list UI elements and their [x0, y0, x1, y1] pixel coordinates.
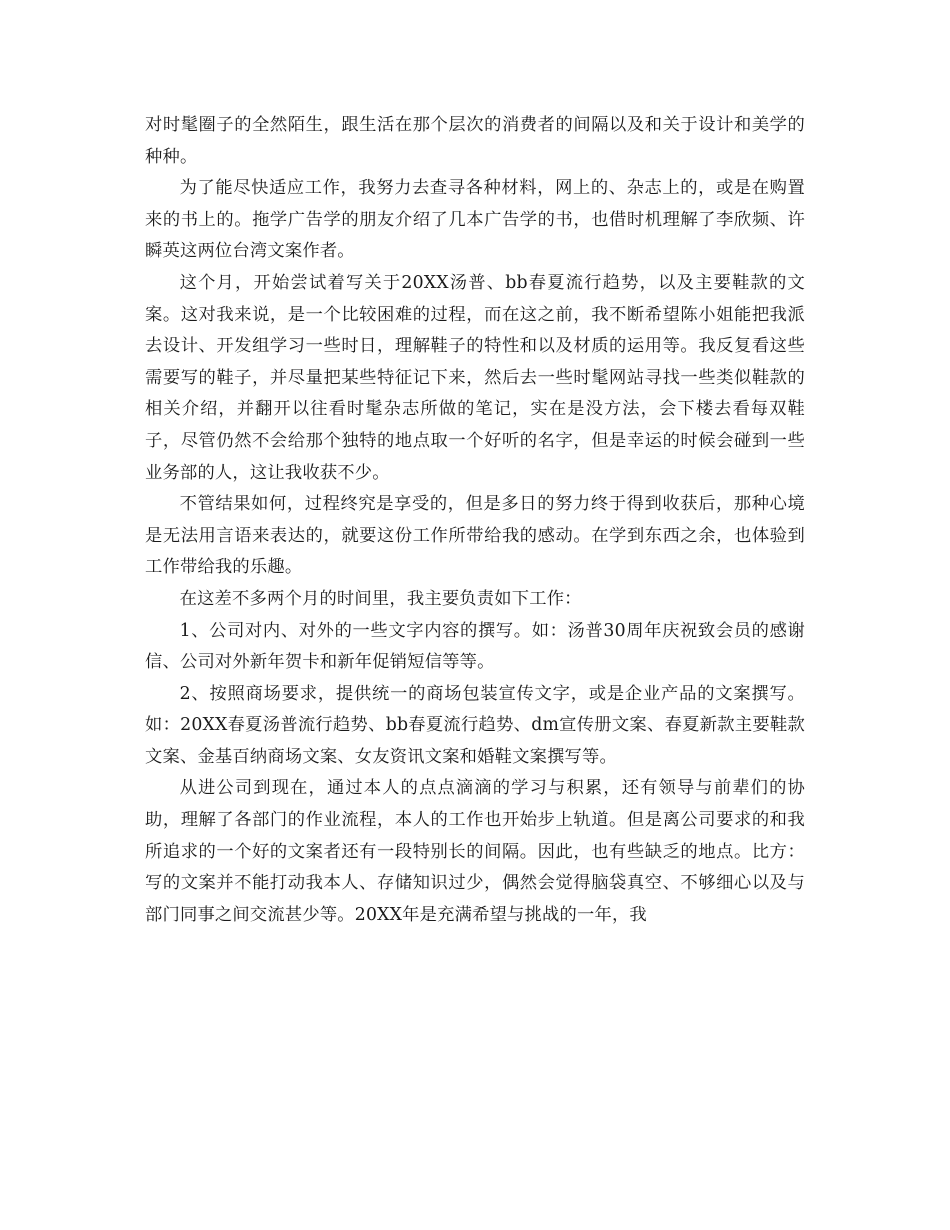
paragraph-research: 为了能尽快适应工作，我努力去查寻各种材料，网上的、杂志上的，或是在购置来的书上的。拖学广告学的朋友介绍了几本广告学的书，也借时机理解了李欣频、许瞬英这两位台湾文案作者。 [145, 178, 805, 262]
paragraph-duty-1: 1、公司对内、对外的一些文字内容的撰写。如：汤普30周年庆祝致会员的感谢信、公司对外新年贺卡和新年促销短信等等。 [145, 620, 805, 673]
paragraph-reflection: 不管结果如何，过程终究是享受的，但是多日的努力终于得到收获后，那种心境是无法用言语来表达的，就要这份工作所带给我的感动。在学到东西之余，也体验到工作带给我的乐趣。 [145, 494, 805, 578]
document-page [145, 110, 805, 931]
paragraph-summary: 从进公司到现在，通过本人的点点滴滴的学习与积累，还有领导与前辈们的协助，理解了各部门的作业流程，本人的工作也开始步上轨道。但是离公司要求的和我所追求的一个好的文案者还有一段特别长的间隔。因此，也有些缺乏的地点。比方：写的文案并不能打动我本人、存储知识过少，偶然会觉得脑袋真空、不够细心以及与部门同事之间交流甚少等。20XX年是充满希望与挑战的一年，我 [145, 778, 805, 925]
paragraph-duties-intro: 在这差不多两个月的时间里，我主要负责如下工作： [179, 588, 582, 609]
paragraph-continuation: 对时髦圈子的全然陌生，跟生活在那个层次的消费者的间隔以及和关于设计和美学的种种。 [145, 115, 805, 167]
paragraph-first-copywriting: 这个月，开始尝试着写关于20XX汤普、bb春夏流行趋势，以及主要鞋款的文案。这对我来说，是一个比较困难的过程，而在这之前，我不断希望陈小姐能把我派去设计、开发组学习一些时日，理解鞋子的特性和以及材质的运用等。我反复看这些需要写的鞋子，并尽量把某些特征记下来，然后去一些时髦网站寻找一些类似鞋款的相关介绍，并翻开以往看时髦杂志所做的笔记，实在是没方法，会下楼去看每双鞋子，尽管仍然不会给那个独特的地点取一个好听的名字，但是幸运的时候会碰到一些业务部的人，这让我收获不少。 [145, 272, 805, 483]
paragraph-duty-2: 2、按照商场要求，提供统一的商场包装宣传文字，或是企业产品的文案撰写。如：20XX春夏汤普流行趋势、bb春夏流行趋势、dm宣传册文案、春夏新款主要鞋款文案、金基百纳商场文案、女友资讯文案和婚鞋文案撰写等。 [145, 683, 805, 767]
